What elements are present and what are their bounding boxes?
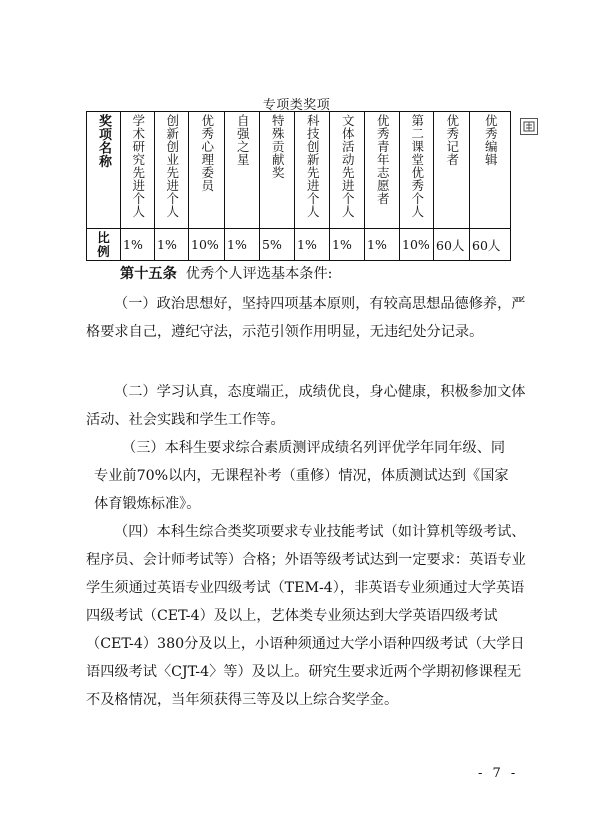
award-name: 科技创新先进个人: [305, 114, 321, 218]
award-ratio: 1%: [121, 229, 155, 261]
award-names-row: [87, 112, 511, 229]
clause-fifteen: [86, 260, 526, 288]
award-name-cell: [470, 112, 511, 229]
award-name-cell: [365, 112, 400, 229]
award-name-header-cell: [87, 112, 121, 229]
award-name-cell: [189, 112, 225, 229]
award-name: 优秀青年志愿者: [375, 114, 391, 205]
page-number: - 7 -: [478, 766, 519, 781]
award-ratio: 60人: [470, 229, 511, 261]
table-caption: 专项类奖项: [262, 98, 331, 113]
award-name-cell: [400, 112, 434, 229]
award-name: 优秀心理委员: [199, 114, 215, 192]
award-ratio: 1%: [155, 229, 189, 261]
award-ratio: 10%: [189, 229, 225, 261]
award-name-cell: [330, 112, 365, 229]
award-name: 特殊贡献奖: [270, 114, 286, 179]
award-ratio: 1%: [365, 229, 400, 261]
ratio-header-cell: [87, 229, 121, 261]
award-name: 第二课堂优秀个人: [409, 114, 425, 218]
award-ratio: 60人: [434, 229, 470, 261]
award-name-cell: [260, 112, 295, 229]
award-name: 优秀编辑: [483, 114, 499, 166]
condition-paragraph-2: （二）学习认真，态度端正，成绩优良，身心健康，积极参加文体活动、社会实践和学生工作等。: [86, 384, 526, 428]
award-name: 自强之星: [235, 114, 251, 166]
award-ratio: 5%: [260, 229, 295, 261]
award-name-cell: [434, 112, 470, 229]
award-name: 创新创业先进个人: [164, 114, 180, 218]
award-ratios-row: [87, 229, 511, 261]
award-ratio: 1%: [295, 229, 330, 261]
condition-paragraph-1: （一）政治思想好，坚持四项基本原则，有较高思想品德修养，严格要求自己，遵纪守法，示范引领作用明显，无违纪处分记录。: [86, 296, 526, 340]
award-ratio: 1%: [330, 229, 365, 261]
awards-table: [86, 111, 511, 261]
award-name-header: 奖项名称: [96, 114, 111, 168]
award-name: 优秀记者: [444, 114, 460, 166]
award-name-cell: [155, 112, 189, 229]
award-name-cell: [121, 112, 155, 229]
award-name-cell: [295, 112, 330, 229]
award-ratio: 10%: [400, 229, 434, 261]
clause-label: 第十五条: [120, 266, 177, 282]
award-name-cell: [225, 112, 260, 229]
award-name: 文体活动先进个人: [340, 114, 356, 218]
award-name: 学术研究先进个人: [130, 114, 146, 218]
award-ratio: 1%: [225, 229, 260, 261]
condition-paragraph-3: （三）本科生要求综合素质测评成绩名列评优学年同年级、同专业前70%以内，无课程补考（重修）情况，体质测试达到《国家体育锻炼标准》。: [94, 440, 509, 512]
condition-paragraph-4: （四）本科生综合类奖项要求专业技能考试（如计算机等级考试、程序员、会计师考试等）合格；外语等级考试达到一定要求：英语专业学生须通过英语专业四级考试（TEM-4），非英语专业须通过大学英语四级考试（CET-4）及以上，艺体类专业须达到大学英语四级考试（CET-4）380分及以上，小语种须通过大学小语种四级考试（大学日语四级考试〈CJT-4〉等）及以上。研究生要求近两个学期初修课程无不及格情况，当年须获得三等及以上综合奖学金。: [86, 524, 526, 708]
clause-text: 优秀个人评选基本条件:: [185, 266, 333, 282]
ratio-header: 比 例: [97, 230, 110, 259]
book-icon[interactable]: [520, 118, 538, 135]
